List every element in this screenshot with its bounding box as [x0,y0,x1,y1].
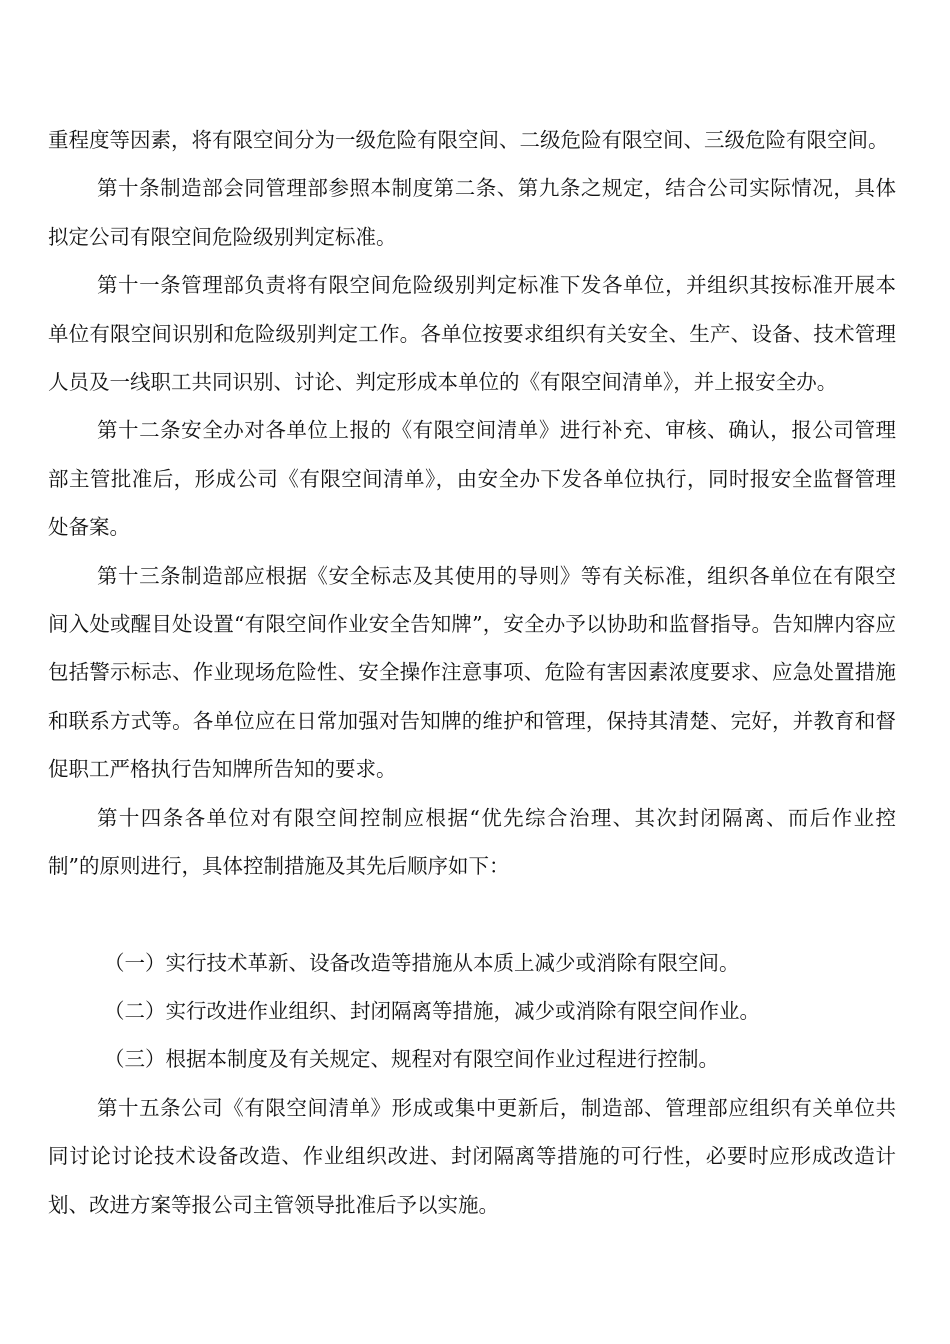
paragraph-article-10: 第十条制造部会同管理部参照本制度第二条、第九条之规定，结合公司实际情况，具体拟定公司有限空间危险级别判定标准。 [48,176,896,249]
paragraph-continued: 重程度等因素，将有限空间分为一级危险有限空间、二级危险有限空间、三级危险有限空间。 [48,128,889,152]
list-item: （二）实行改进作业组织、封闭隔离等措施，减少或消除有限空间作业。 [104,998,760,1023]
blank-line [48,891,896,939]
list-item: （三）根据本制度及有关规定、规程对有限空间作业过程进行控制。 [104,1047,719,1072]
paragraph-article-15: 第十五条公司《有限空间清单》形成或集中更新后，制造部、管理部应组织有关单位共同讨论讨论技术设备改造、作业组织改进、封闭隔离等措施的可行性，必要时应形成改造计划、改进方案等报公司主管领导批准后予以实施。 [48,1095,896,1217]
paragraph-article-11: 第十一条管理部负责将有限空间危险级别判定标准下发各单位，并组织其按标准开展本单位有限空间识别和危险级别判定工作。各单位按要求组织有关安全、生产、设备、技术管理人员及一线职工共同识别、讨论、判定形成本单位的《有限空间清单》，并上报安全办。 [48,273,896,395]
list-item: （一）实行技术革新、设备改造等措施从本质上减少或消除有限空间。 [104,950,740,975]
paragraph-article-14: 第十四条各单位对有限空间控制应根据“优先综合治理、其次封闭隔离、而后作业控制”的原则进行，具体控制措施及其先后顺序如下： [48,805,896,879]
paragraph-article-12: 第十二条安全办对各单位上报的《有限空间清单》进行补充、审核、确认，报公司管理部主管批准后，形成公司《有限空间清单》，由安全办下发各单位执行，同时报安全监督管理处备案。 [48,418,896,540]
document-page [48,116,896,1229]
paragraph-article-13: 第十三条制造部应根据《安全标志及其使用的导则》等有关标准，组织各单位在有限空间入处或醒目处设置“有限空间作业安全告知牌”，安全办予以协助和监督指导。告知牌内容应包括警示标志、作业现场危险性、安全操作注意事项、危险有害因素浓度要求、应急处置措施和联系方式等。各单位应在日常加强对告知牌的维护和管理，保持其清楚、完好，并教育和督促职工严格执行告知牌所告知的要求。 [48,563,896,782]
